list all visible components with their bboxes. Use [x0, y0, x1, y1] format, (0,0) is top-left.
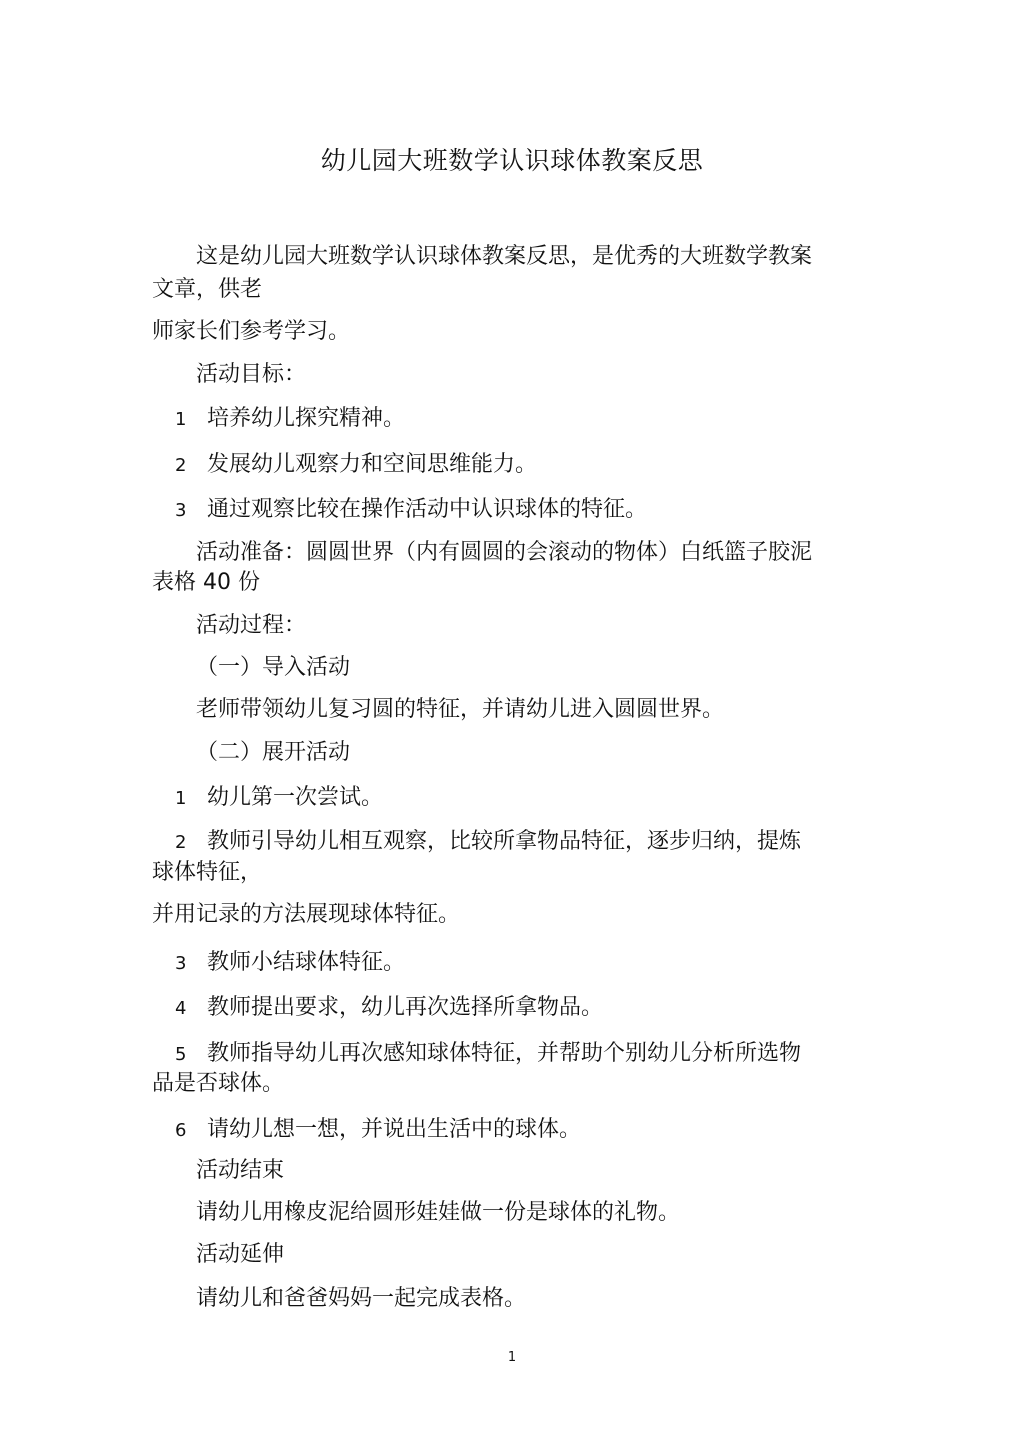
prep-line-2: 表格 40 份	[152, 570, 260, 595]
intro-line-3: 师家长们参考学习。	[152, 319, 351, 344]
step-text: 教师提出要求，幼儿再次选择所拿物品。	[207, 995, 604, 1020]
step-text: 幼儿第一次尝试。	[207, 785, 384, 810]
step-number: 5	[175, 1044, 187, 1065]
extension-heading: 活动延伸	[196, 1242, 285, 1267]
goal-text: 通过观察比较在操作活动中认识球体的特征。	[207, 497, 648, 522]
document-title: 幼儿园大班数学认识球体教案反思	[320, 146, 704, 175]
step-item-1	[175, 783, 383, 814]
goals-heading: 活动目标：	[196, 362, 307, 387]
step-number: 3	[175, 953, 187, 974]
step-number: 4	[175, 998, 187, 1019]
section1-text: 老师带领幼儿复习圆的特征，并请幼儿进入圆圆世界。	[196, 697, 725, 722]
step-item-4	[175, 993, 603, 1024]
step-2-continuation-2: 并用记录的方法展现球体特征。	[152, 902, 461, 927]
step-2-continuation-1: 球体特征，	[152, 860, 263, 885]
section1-heading: （一）导入活动	[196, 655, 351, 680]
goal-item-3	[175, 495, 647, 526]
goal-item-1	[175, 404, 405, 435]
page-number: 1	[507, 1350, 517, 1365]
goal-text: 培养幼儿探究精神。	[207, 406, 406, 431]
step-item-6	[175, 1115, 581, 1146]
prep-line-1: 活动准备：圆圆世界（内有圆圆的会滚动的物体）白纸篮子胶泥	[196, 540, 813, 565]
intro-line-2: 文章，供老	[152, 277, 263, 302]
goal-number: 1	[175, 409, 187, 430]
goal-number: 2	[175, 455, 187, 476]
extension-text: 请幼儿和爸爸妈妈一起完成表格。	[196, 1286, 527, 1311]
step-text: 教师引导幼儿相互观察，比较所拿物品特征，逐步归纳，提炼	[207, 829, 802, 854]
goal-item-2	[175, 450, 537, 481]
end-text: 请幼儿用橡皮泥给圆形娃娃做一份是球体的礼物。	[196, 1200, 681, 1225]
step-5-continuation: 品是否球体。	[152, 1071, 285, 1096]
step-number: 1	[175, 788, 187, 809]
step-text: 教师小结球体特征。	[207, 950, 406, 975]
step-text: 请幼儿想一想，并说出生活中的球体。	[207, 1117, 582, 1142]
step-item-2	[175, 827, 801, 858]
process-heading: 活动过程：	[196, 613, 307, 638]
end-heading: 活动结束	[196, 1158, 285, 1183]
step-number: 6	[175, 1120, 187, 1141]
intro-line-1: 这是幼儿园大班数学认识球体教案反思，是优秀的大班数学教案	[196, 244, 813, 269]
step-text: 教师指导幼儿再次感知球体特征，并帮助个别幼儿分析所选物	[207, 1041, 802, 1066]
step-number: 2	[175, 832, 187, 853]
goal-number: 3	[175, 500, 187, 521]
section2-heading: （二）展开活动	[196, 740, 351, 765]
step-item-3	[175, 948, 405, 979]
goal-text: 发展幼儿观察力和空间思维能力。	[207, 452, 538, 477]
step-item-5	[175, 1039, 801, 1070]
